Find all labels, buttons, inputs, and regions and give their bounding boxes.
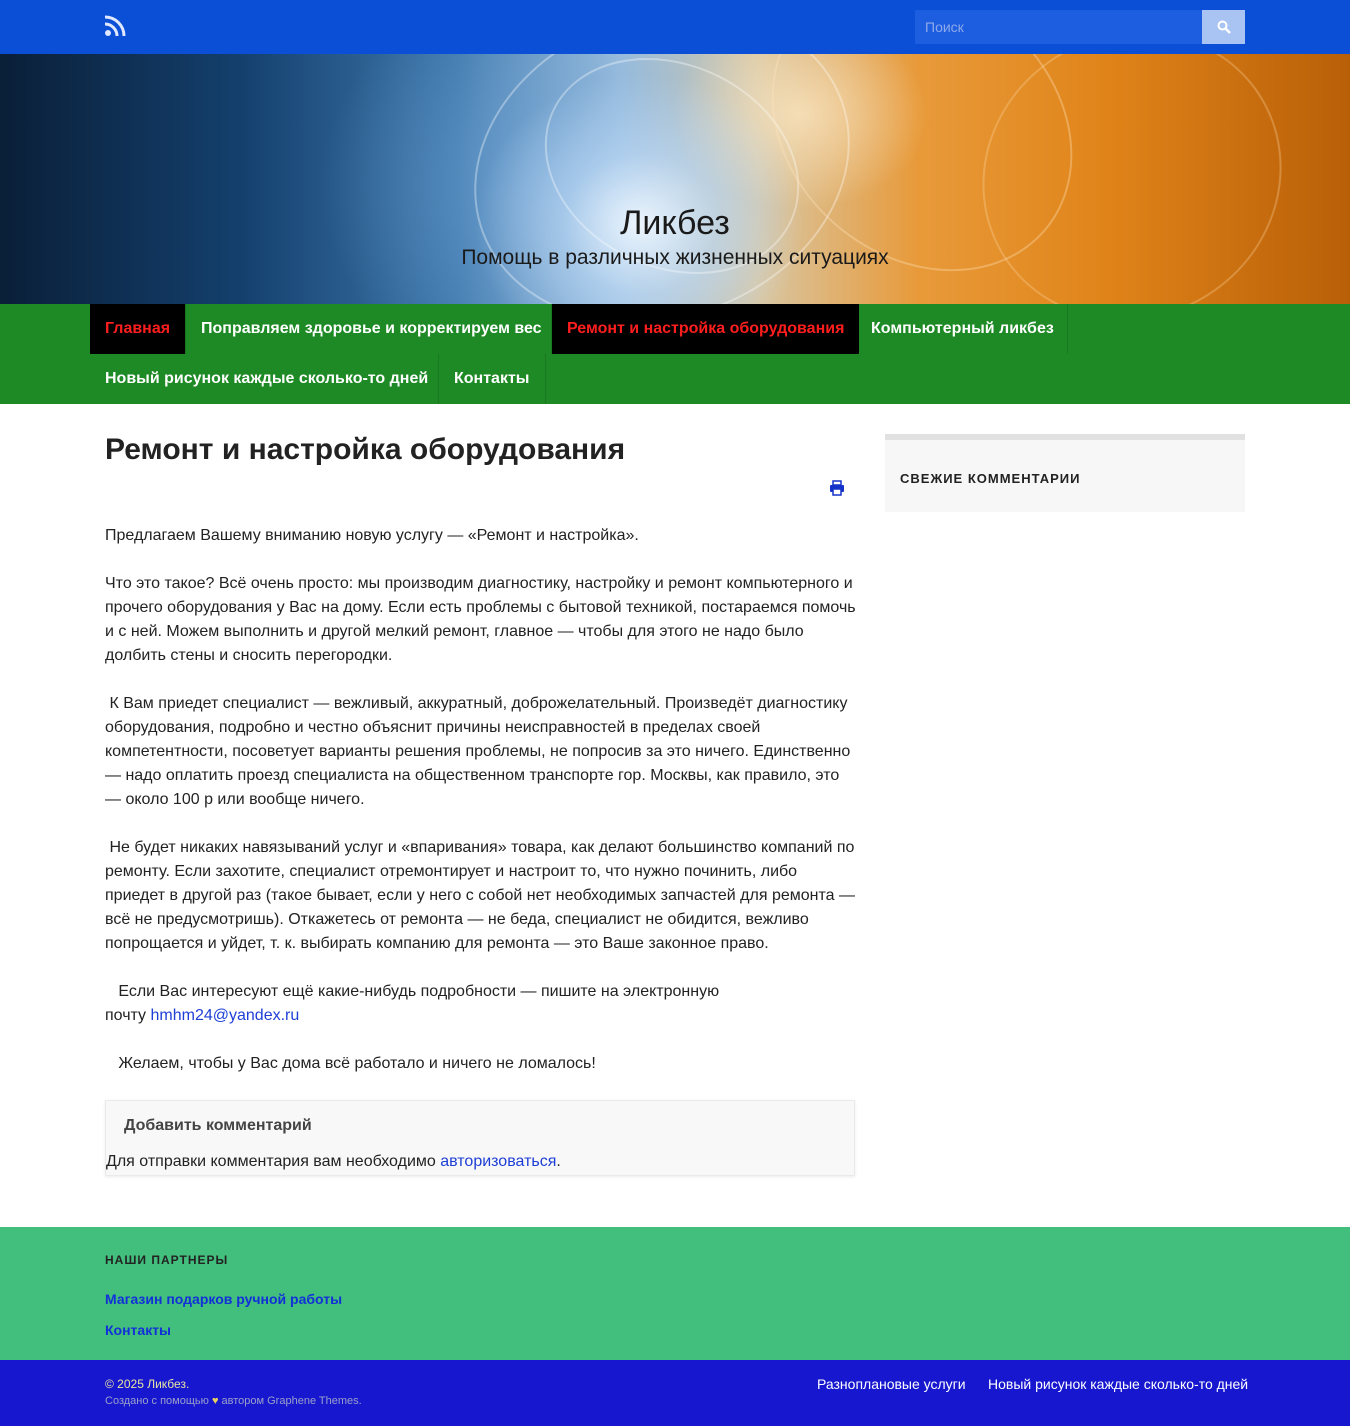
contact-paragraph <box>105 980 857 1028</box>
search-icon <box>1217 20 1231 34</box>
closing-paragraph: Желаем, чтобы у Вас дома всё работало и ничего не ломалось! <box>105 1055 596 1072</box>
article-paragraph: Что это такое? Всё очень просто: мы производим диагностику, настройку и ремонт компьютерного и прочего оборудования у Вас на дому. Если есть проблемы с бытовой техникой, постараемся помочь и с ней. Можем выполнить и другой мелкий ремонт, главное — чтобы для этого не надо было долбить стены и сносить перегородки. <box>105 575 856 664</box>
login-notice-text: Для отправки комментария вам необходимо <box>106 1153 441 1170</box>
rss-icon[interactable] <box>104 15 126 37</box>
contact-text-line2: почту <box>105 1007 151 1024</box>
nav-item-health[interactable]: Поправляем здоровье и корректируем вес <box>201 320 542 337</box>
site-description: Помощь в различных жизненных ситуациях <box>461 246 889 269</box>
credit <box>105 1395 362 1407</box>
article-paragraph: Не будет никаких навязываний услуг и «впаривания» товара, как делают большинство компаний по ремонту. Если захотите, специалист отремонтирует и настроит то, что нужно починить, либо приедет в другой раз (такое бывает, если у него с собой нет необходимых запчастей для ремонта — всё не предусмотришь). Откажетесь от ремонта — не беда, специалист не обидится, вежливо попрощается и уйдет, т. к. выбирать компанию для ремонта — это Ваше законное право. <box>105 839 860 952</box>
header-banner <box>0 54 1350 304</box>
nav-divider <box>1067 304 1068 354</box>
login-notice-suffix: . <box>556 1153 561 1170</box>
login-notice <box>106 1153 561 1171</box>
site-title[interactable]: Ликбез <box>620 204 730 242</box>
footer-menu-services[interactable]: Разноплановые услуги <box>817 1376 966 1392</box>
comment-box <box>105 1100 855 1176</box>
footer-widgets <box>0 1227 1350 1360</box>
recent-comments-widget <box>885 434 1245 512</box>
footer-menu-drawing[interactable]: Новый рисунок каждые сколько-то дней <box>988 1376 1249 1392</box>
comment-title: Добавить комментарий <box>124 1117 312 1134</box>
nav-item-home[interactable]: Главная <box>90 304 185 354</box>
partner-link-gift-shop[interactable]: Магазин подарков ручной работы <box>105 1291 343 1307</box>
partners-title: НАШИ ПАРТНЕРЫ <box>105 1253 229 1267</box>
site-footer <box>0 1360 1350 1426</box>
page-title: Ремонт и настройка оборудования <box>105 433 626 466</box>
search-button[interactable] <box>1202 10 1245 44</box>
article-paragraph: Предлагаем Вашему вниманию новую услугу — «Ремонт и настройка». <box>105 527 639 544</box>
nav-item-drawing[interactable]: Новый рисунок каждые сколько-то дней <box>105 370 429 387</box>
credit-prefix: Создано с помощью <box>105 1395 212 1407</box>
main-navigation <box>0 304 1350 404</box>
contact-text-line1: Если Вас интересуют ещё какие-нибудь подробности — пишите на электронную <box>105 983 720 1000</box>
copyright: © 2025 Ликбез. <box>105 1377 190 1391</box>
email-link[interactable]: hmhm24@yandex.ru <box>150 1007 300 1024</box>
article-content <box>105 524 860 1100</box>
partner-link-contacts[interactable]: Контакты <box>105 1322 172 1338</box>
top-bar <box>0 0 1350 54</box>
nav-item-repair[interactable]: Ремонт и настройка оборудования <box>552 304 859 354</box>
article-paragraph: К Вам приедет специалист — вежливый, аккуратный, доброжелательный. Произведёт диагностику оборудования, подробно и честно объяснит причины неисправностей в пределах своей компетентности, посоветует варианты решения проблемы, не попросив за это ничего. Единственно — надо оплатить проезд специалиста на общественном транспорте гор. Москвы, как правило, это — около 100 р или вообще ничего. <box>105 695 855 808</box>
print-icon[interactable] <box>829 480 845 496</box>
nav-item-computer[interactable]: Компьютерный ликбез <box>871 320 1054 337</box>
search-input[interactable] <box>915 10 1202 44</box>
nav-divider <box>545 354 546 404</box>
login-link[interactable]: авторизоваться <box>440 1153 557 1170</box>
widget-title: СВЕЖИЕ КОММЕНТАРИИ <box>900 471 1081 486</box>
nav-item-contacts[interactable]: Контакты <box>454 370 530 387</box>
credit-suffix: автором Graphene Themes. <box>218 1395 362 1407</box>
heart-icon: ♥ <box>211 1395 219 1407</box>
